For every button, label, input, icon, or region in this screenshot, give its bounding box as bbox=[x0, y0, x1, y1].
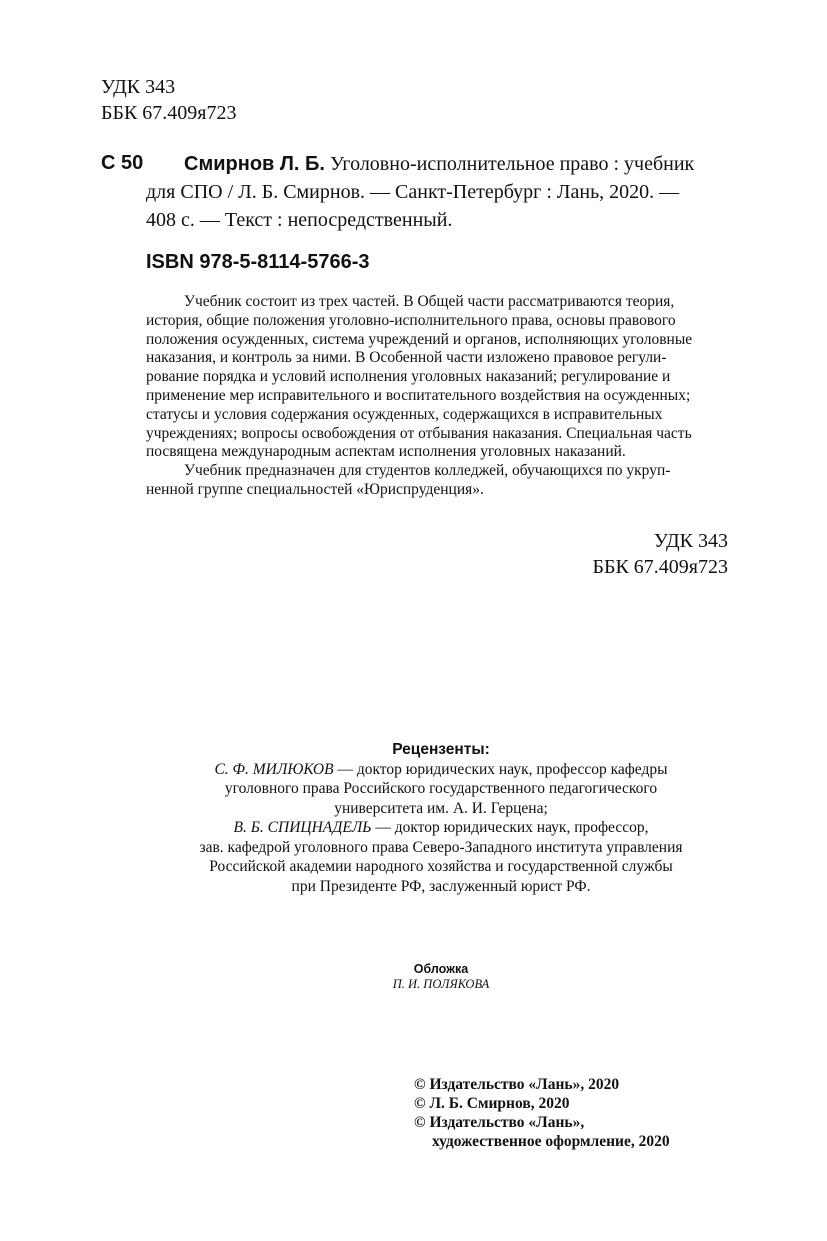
annotation-line: статусы и условия содержания осужденных, содержащихся в исправительных bbox=[146, 405, 663, 423]
biblio-line-2: для СПО / Л. Б. Смирнов. — Санкт-Петербург : Лань, 2020. — bbox=[146, 181, 680, 203]
reviewers bbox=[146, 740, 736, 896]
annotation bbox=[146, 293, 728, 500]
copyright-line-4: художественное оформление, 2020 bbox=[432, 1133, 670, 1150]
annotation-line: положения осужденных, система учреждений и органов, исполняющих уголовные bbox=[146, 330, 693, 348]
annotation-line: применение мер исправительного и воспитательного воздействия на осужденных; bbox=[146, 386, 691, 404]
annotation-line: история, общие положения уголовно-исполнительного права, основы правового bbox=[146, 311, 676, 329]
bibliographic-record bbox=[146, 150, 736, 234]
bbk-code: ББК 67.409я723 bbox=[101, 102, 237, 124]
reviewer-1-name: С. Ф. МИЛЮКОВ bbox=[214, 760, 334, 778]
copyright-line-3: © Издательство «Лань», bbox=[414, 1114, 585, 1131]
reviewer-1-line-3: университета им. А. И. Герцена; bbox=[334, 799, 548, 817]
annotation-line: рование порядка и условий исполнения уголовных наказаний; регулирование и bbox=[146, 368, 671, 386]
annotation-line: посвящена международным аспектам исполнения уголовных наказаний. bbox=[146, 443, 626, 461]
classification-top bbox=[101, 74, 237, 126]
copyright-line-1: © Издательство «Лань», 2020 bbox=[414, 1076, 620, 1093]
cover-heading: Обложка bbox=[413, 962, 469, 976]
annotation-line: учреждениях; вопросы освобождения от отбывания наказания. Специальная часть bbox=[146, 424, 692, 442]
reviewers-heading: Рецензенты: bbox=[392, 741, 490, 758]
annotation-line: наказания, и контроль за ними. В Особенной части изложено правовое регули- bbox=[146, 349, 667, 367]
reviewer-2-line-1 bbox=[146, 818, 736, 838]
reviewer-1-line-1 bbox=[146, 760, 736, 780]
reviewer-2-line-2: зав. кафедрой уголовного права Северо-Западного института управления bbox=[199, 838, 683, 856]
classification-bottom bbox=[592, 528, 728, 580]
udk-code: УДК 343 bbox=[101, 76, 176, 98]
author-code: С 50 bbox=[101, 152, 144, 174]
udk-code: УДК 343 bbox=[653, 530, 728, 552]
reviewer-2-name: В. Б. СПИЦНАДЕЛЬ bbox=[233, 819, 372, 836]
isbn: ISBN 978-5-8114-5766-3 bbox=[146, 251, 370, 273]
reviewer-2-line-3: Российской академии народного хозяйства и государственной службы bbox=[209, 858, 673, 875]
author-name: Смирнов Л. Б. bbox=[184, 153, 325, 175]
reviewer-1-desc: — доктор юридических наук, профессор кафедры bbox=[333, 760, 668, 778]
copyright-block bbox=[414, 1075, 670, 1151]
reviewer-2-desc: — доктор юридических наук, профессор, bbox=[371, 819, 649, 836]
cover-credit bbox=[146, 962, 736, 992]
bbk-code: ББК 67.409я723 bbox=[592, 556, 728, 578]
copyright-line-2: © Л. Б. Смирнов, 2020 bbox=[414, 1095, 570, 1112]
annotation-line: Учебник предназначен для студентов колледжей, обучающихся по укруп- bbox=[184, 462, 671, 480]
title-text: Уголовно-исполнительное право : учебник bbox=[324, 153, 695, 175]
biblio-line-3: 408 с. — Текст : непосредственный. bbox=[146, 209, 453, 231]
cover-designer: П. И. ПОЛЯКОВА bbox=[392, 977, 490, 991]
reviewer-2-line-4: при Президенте РФ, заслуженный юрист РФ. bbox=[291, 877, 591, 895]
reviewer-1-line-2: уголовного права Российского государственного педагогического bbox=[224, 780, 658, 797]
annotation-paragraph-1 bbox=[146, 293, 728, 462]
annotation-paragraph-2 bbox=[146, 462, 728, 500]
biblio-line-1 bbox=[184, 150, 736, 178]
annotation-line: Учебник состоит из трех частей. В Общей части рассматриваются теория, bbox=[184, 293, 675, 310]
annotation-line: ненной группе специальностей «Юриспруденция». bbox=[146, 480, 484, 498]
